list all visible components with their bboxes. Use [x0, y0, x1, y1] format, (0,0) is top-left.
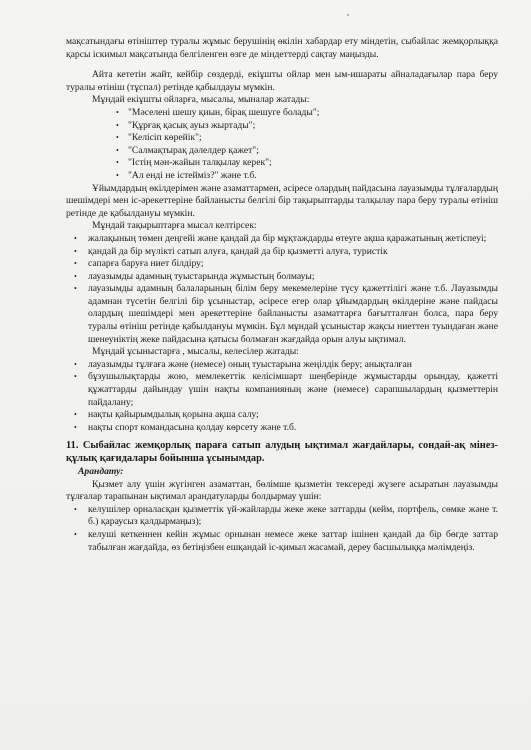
section-heading: 11. Сыбайлас жемқорлық параға сатып алудың ықтимал жағдайлары, сондай-ақ мінез-құлық қағидалары бойынша ұсынымдар.: [66, 440, 498, 465]
list-item: [66, 271, 498, 284]
list-item: [66, 132, 498, 145]
list-item-text: "Салмақтырақ дәлелдер қажет";: [128, 144, 259, 156]
list-item-text: бұзушылықтарды жою, мемлекеттік келісімшарт шеңберінде жұмыстарды орындау, қажетті құжаттарды дайындау үшін нақты компанияның және (немесе) сарапшылардың қызметтерін пайдалану;: [88, 371, 498, 408]
section-subheading: Арандату:: [78, 466, 124, 477]
offer-list: [66, 359, 498, 435]
phrase-list: [66, 107, 498, 183]
list-item: [66, 157, 498, 170]
list-item: [66, 258, 498, 271]
list-item-text: "Құрғақ қасық ауыз жыртады";: [128, 119, 256, 131]
list-item-text: лауазымды тұлғаға және (немесе) оның туыстарына жеңілдік беру; анықталған: [88, 358, 412, 370]
paragraph: Ұйымдардың өкілдерімен және азаматтармен, әсіресе олардың пайдасына лауазымды тұлғалардың шешімдері мен іс-әрекеттеріне байланысты белгілі бір тақырыптарды талқылау пара беру туралы өтініш ретінде де қабылдануы мүмкін.: [66, 182, 498, 219]
list-item-text: сапарға баруға ниет білдіру;: [88, 258, 204, 270]
list-item: [66, 371, 498, 409]
list-item: [66, 422, 498, 435]
list-item-text: қандай да бір мүлікті сатып алуға, қандай да бір қызметті алуға, туристік: [88, 245, 388, 257]
topic-list: [66, 233, 498, 346]
list-item-text: жалақының төмен деңгейі және қандай да бір мұқтаждарды өтеуге ақша қаражатының жетіспеуі;: [88, 232, 487, 244]
bullet-icon: •: [74, 529, 77, 539]
bullet-icon: •: [116, 133, 119, 143]
list-item: [66, 504, 498, 529]
list-item: [66, 246, 498, 259]
list-item-text: келушілер орналасқан қызметтік үй-жайларды жеке жеке заттарды (кейм, портфель, сөмке және т. б.) қараусыз қалдырмаңыз);: [88, 503, 498, 528]
bullet-icon: •: [116, 170, 119, 180]
document-body: [66, 36, 498, 554]
list-item-text: "Мәселені шешу қиын, бірақ шешуге болады";: [128, 106, 320, 118]
list-item-text: "Істің мән-жайын талқылау керек";: [128, 157, 272, 169]
bullet-icon: •: [74, 284, 77, 294]
paragraph: Айта кететін жайт, кейбір сөздерді, екіұшты ойлар мен ым-ишараты айналадағылар пара беру туралы өтініш (тұспал) ретінде қабылдауы мүмкін.: [66, 69, 498, 93]
bullet-icon: •: [116, 145, 119, 155]
bullet-icon: •: [116, 158, 119, 168]
bullet-icon: •: [74, 259, 77, 269]
paragraph: мақсатындағы өтініштер туралы жұмыс берушінің өкілін хабардар ету міндетін, сыбайлас жемқорлыққа қарсы іскимыл мақсатында белгіленген өзге де міндеттерді сақтау маңызды.: [66, 36, 498, 60]
bullet-icon: •: [74, 271, 77, 281]
list-item-text: "Келісіп көрейік";: [128, 132, 202, 144]
list-item: [66, 233, 498, 246]
list-item: [66, 359, 498, 372]
paragraph: Қызмет алу үшін жүгінген азаматтан, бөлімше қызметін тексереді жүзеге асыратын лауазымды тұлғалар тарапынан ықтимал арандатуларды болдырмау үшін:: [66, 478, 498, 503]
list-item: [66, 529, 498, 554]
bullet-icon: •: [116, 107, 119, 117]
list-item: [66, 120, 498, 133]
bullet-icon: •: [74, 233, 77, 243]
advice-list: [66, 504, 498, 554]
list-item: [66, 170, 498, 183]
list-item: [66, 107, 498, 120]
list-item-text: лауазымды адамның туыстарында жұмыстың болмауы;: [88, 270, 315, 282]
list-item: [66, 409, 498, 422]
list-item: [66, 283, 498, 346]
paper-speck: [347, 14, 349, 16]
paragraph: Мұндай тақырыптарға мысал келтірсек:: [92, 220, 257, 232]
list-item-text: лауазымды адамның балаларының білім беру мекемелеріне түсу қажеттілігі және т.б. Лауазымды адамнан түсетін белгілі бір ұсыныстар, әсіресе егер олар ұйымдардың өкілдеріне және пайдасы олардың шешімдері мен әрекеттеріне байланысты азаматтарға бағытталған болса, пара беру туралы өтініш ретінде қабылдануы мүмкін. Бұл мұндай ұсыныстар жақсы ниеттен туындаған және шенеуніктің жеке пайдасына қатысы болмаған жағдайда орын алуы ықтимал.: [88, 283, 498, 345]
bullet-icon: •: [74, 372, 77, 382]
list-item-text: нақты қайырымдылық қорына ақша салу;: [88, 409, 259, 421]
list-item-text: нақты спорт командасына қолдау көрсету және т.б.: [88, 421, 297, 433]
bullet-icon: •: [74, 246, 77, 256]
list-item-text: "Ал енді не істейміз?" және т.б.: [128, 169, 257, 181]
list-item: [66, 145, 498, 158]
bullet-icon: •: [74, 504, 77, 514]
bullet-icon: •: [74, 359, 77, 369]
bullet-icon: •: [74, 410, 77, 420]
list-item-text: келуші кеткеннен кейін жұмыс орнынан немесе жеке заттар ішінен қандай да бір бөгде заттар табылған жағдайда, өз бетіңізбен ешқандай іс-қимыл жасамай, дереу басшылыққа мәлімдеңіз.: [88, 528, 498, 553]
paragraph: Мұндай екіұшты ойларға, мысалы, мыналар жатады:: [92, 94, 310, 106]
paragraph: Мұндай ұсыныстарға , мысалы, келесілер жатады:: [92, 346, 299, 358]
bullet-icon: •: [116, 120, 119, 130]
bullet-icon: •: [74, 422, 77, 432]
